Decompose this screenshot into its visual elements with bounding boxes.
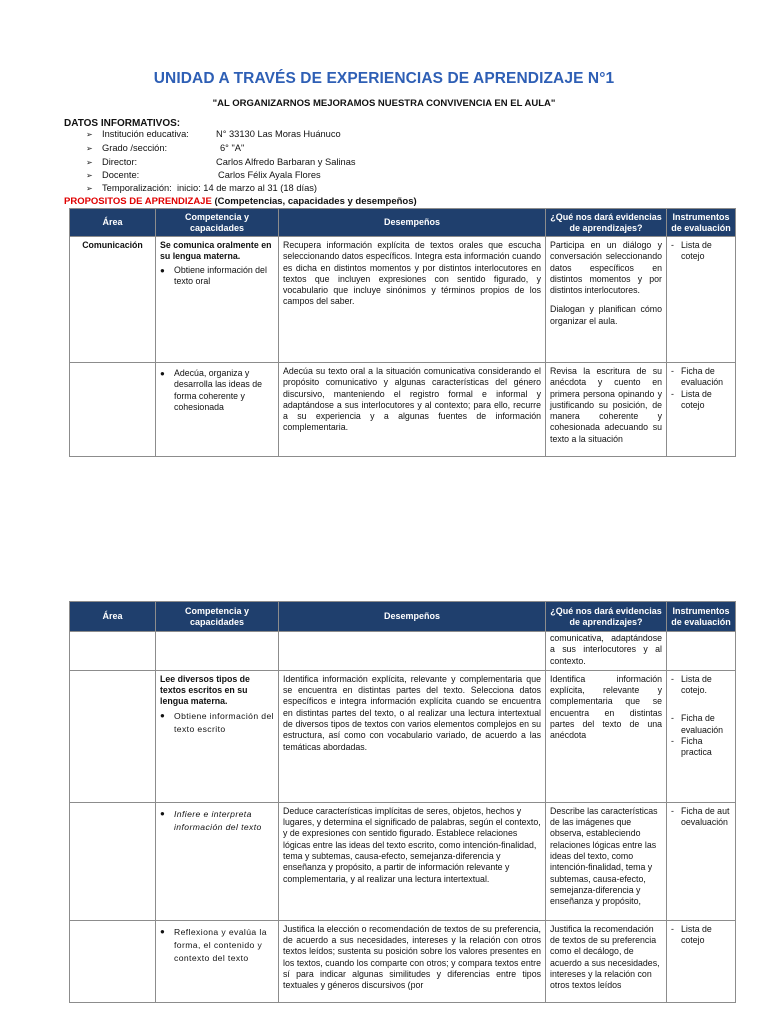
- instrumento-text: Ficha de autoevaluación: [681, 805, 730, 828]
- instrumento-text: Ficha practica: [681, 736, 712, 758]
- instrumento-item: [671, 674, 731, 697]
- dash-bullet: -: [671, 388, 674, 399]
- cell-area: [70, 670, 156, 802]
- dash-bullet: -: [671, 673, 674, 684]
- cell-desempeno: Identifica información explícita, relevante y complementaria que se encuentra en distintas partes del texto. Selecciona datos específicos e integra información explícita cuando se encuentra en distintas partes del texto, o al realizar una lectura intertextual de diversos tipos de textos con varios elementos complejos en su estructura, así como con vocabulario variado, de acuerdo a las temáticas abordadas.: [279, 670, 546, 802]
- evidencia-text: Participa en un diálogo y conversación seleccionando datos específicos en distintos momentos y por distintos interlocutores.: [550, 240, 662, 296]
- cell-area: [70, 802, 156, 920]
- header-area: Área: [70, 602, 156, 632]
- cell-area: [70, 920, 156, 1002]
- instrumento-item: [671, 924, 731, 947]
- instrumento-text: Ficha de evaluación: [681, 713, 724, 735]
- header-competencia: Competencia y capacidades: [156, 602, 279, 632]
- cell-desempeno: [279, 632, 546, 671]
- table-row: [70, 920, 736, 1002]
- header-desempenos: Desempeños: [279, 209, 546, 237]
- table-row: [70, 802, 736, 920]
- info-institucion: [86, 129, 341, 141]
- cell-desempeno: Adecúa su texto oral a la situación comunicativa considerando el propósito comunicativo y algunas características del género discursivo, manteniendo el registro formal e informal y adaptándose a sus interlocutores y al contexto; para ello, recurre a su experiencia y a algunas fuentes de información complementaria.: [279, 363, 546, 457]
- cell-instrumentos: [667, 363, 736, 457]
- cell-area: [70, 363, 156, 457]
- instrumento-text: Lista de cotejo.: [681, 673, 712, 696]
- capacidad-text: Obtiene información del texto oral: [174, 264, 267, 286]
- header-instrumentos: Instrumentos de evaluación: [667, 602, 736, 632]
- instrumento-item: [671, 806, 731, 829]
- info-grado: [86, 143, 244, 155]
- arrow-bullet-icon: ➢: [86, 158, 93, 167]
- info-label: Temporalización:: [102, 183, 172, 193]
- learning-table-1: [69, 208, 736, 457]
- info-value: N° 33130 Las Moras Huánuco: [216, 129, 341, 139]
- header-evidencias: ¿Qué nos dará evidencias de aprendizajes?: [546, 602, 667, 632]
- capacidad-text: Adecúa, organiza y desarrolla las ideas de forma coherente y cohesionada: [174, 368, 263, 412]
- cell-competencia: [156, 237, 279, 363]
- cell-competencia: [156, 920, 279, 1002]
- table-row: [70, 363, 736, 457]
- bullet-icon: ●: [160, 265, 165, 275]
- cell-evidencia: Identifica información explícita, relevante y complementaria que se encuentra en distintas partes del texto de una anécdota: [546, 670, 667, 802]
- cell-desempeno: Recupera información explícita de textos orales que escucha seleccionando datos específicos. Integra esta información cuando es dicha en distintos momentos y por distintos interlocutores en textos que incluyen expresiones con sentido figurado, y vocabulario que incluye sinónimos y términos propios de los campos del saber.: [279, 237, 546, 363]
- propositos-detail: (Competencias, capacidades y desempeños): [214, 196, 417, 207]
- cell-area: [70, 632, 156, 671]
- header-competencia: Competencia y capacidades: [156, 209, 279, 237]
- capacidad-item: [160, 368, 274, 413]
- table-row: [70, 632, 736, 671]
- cell-evidencia: Revisa la escritura de su anécdota y cuento en primera persona opinando y justificando su posición, de manera coherente y cohesionada adecuando su texto a la situación: [546, 363, 667, 457]
- propositos-label: PROPOSITOS DE APRENDIZAJE: [64, 196, 212, 207]
- competencia-title: Se comunica oralmente en su lengua materna.: [160, 240, 272, 262]
- arrow-bullet-icon: ➢: [86, 130, 93, 139]
- cell-instrumentos: [667, 920, 736, 1002]
- info-value: Carlos Félix Ayala Flores: [218, 170, 321, 180]
- info-value: inicio: 14 de marzo al 31 (18 días): [176, 183, 317, 193]
- dash-bullet: -: [671, 713, 674, 724]
- info-value: 6° "A": [220, 143, 245, 153]
- info-label: Institución educativa:: [102, 129, 189, 139]
- instrumento-item: [671, 240, 731, 263]
- arrow-bullet-icon: ➢: [86, 171, 93, 180]
- capacidad-item: [160, 808, 274, 834]
- bullet-icon: ●: [160, 808, 165, 818]
- instrumento-item: [671, 366, 731, 389]
- header-area: Área: [70, 209, 156, 237]
- bullet-icon: ●: [160, 926, 165, 936]
- dash-bullet: -: [671, 366, 674, 376]
- info-label: Director:: [102, 157, 138, 167]
- dash-bullet: -: [671, 240, 674, 250]
- instrumento-item: [671, 713, 731, 736]
- table-header-row: [70, 602, 736, 632]
- cell-area: Comunicación: [70, 237, 156, 363]
- cell-competencia: [156, 363, 279, 457]
- cell-desempeno: Deduce características implícitas de seres, objetos, hechos y lugares, y determina el significado de palabras, según el contexto, y de expresiones con sentido figurado. Establece relaciones lógicas entre las ideas del texto escrito, como intención-finalidad, tema y subtemas, causa-efecto, semejanza-diferencia y enseñanza y propósito, a partir de información relevante y complementaria, y al realizar una lectura intertextual.: [279, 802, 546, 920]
- learning-table-2: [69, 601, 736, 1003]
- evidencia-text: Dialogan y planifican cómo organizar el aula.: [550, 304, 662, 326]
- instrumento-text: Lista de cotejo: [681, 240, 712, 262]
- instrumento-item: [671, 389, 731, 412]
- dash-bullet: -: [671, 736, 674, 747]
- table-header-row: [70, 209, 736, 237]
- arrow-bullet-icon: ➢: [86, 184, 93, 193]
- cell-desempeno: Justifica la elección o recomendación de textos de su preferencia, de acuerdo a sus necesidades, intereses y la relación con otros textos leídos; sustenta su posición sobre los valores presentes en los textos, cuando los comparte con otros; y compara textos entre sí para indicar algunas similitudes y diferencias entre tipos textuales y géneros discursivos (por: [279, 920, 546, 1002]
- cell-competencia: [156, 802, 279, 920]
- info-label: Grado /sección:: [102, 143, 168, 153]
- info-temporalizacion: [86, 183, 317, 195]
- table-row: [70, 237, 736, 363]
- cell-instrumentos: [667, 632, 736, 671]
- propositos-heading: [64, 196, 417, 207]
- dash-bullet: -: [671, 805, 674, 816]
- unit-subtitle: "AL ORGANIZARNOS MEJORAMOS NUESTRA CONVIVENCIA EN EL AULA": [212, 98, 556, 109]
- info-director: [86, 157, 356, 169]
- header-instrumentos: Instrumentos de evaluación: [667, 209, 736, 237]
- cell-evidencia: Justifica la recomendación de textos de su preferencia como el decálogo, de acuerdo a sus necesidades, intereses y la relación con otros textos leídos: [546, 920, 667, 1002]
- capacidad-text: Obtiene información del texto escrito: [174, 710, 274, 734]
- header-evidencias: ¿Qué nos dará evidencias de aprendizajes?: [546, 209, 667, 237]
- header-desempenos: Desempeños: [279, 602, 546, 632]
- table-row: [70, 670, 736, 802]
- capacidad-text: Infiere e interpreta información del texto: [174, 808, 262, 832]
- cell-instrumentos: [667, 237, 736, 363]
- capacidad-text: Reflexiona y evalúa la forma, el contenido y contexto del texto: [174, 926, 267, 963]
- instrumento-text: Lista de cotejo: [681, 923, 712, 946]
- info-docente: [86, 170, 321, 182]
- info-value: Carlos Alfredo Barbaran y Salinas: [216, 157, 356, 167]
- info-label: Docente:: [102, 170, 140, 180]
- cell-instrumentos: [667, 670, 736, 802]
- instrumento-text: Ficha de evaluación: [681, 366, 724, 388]
- instrumento-text: Lista de cotejo: [681, 388, 712, 410]
- cell-evidencia: Describe las características de las imágenes que observa, estableciendo relaciones lógicas entre las ideas del texto, como intención-finalidad, tema y subtemas, causa-efecto, semejanza-diferencia y enseñanza y propósito,: [546, 802, 667, 920]
- instrumento-item: [671, 736, 731, 759]
- bullet-icon: ●: [160, 710, 165, 720]
- cell-evidencia: [546, 237, 667, 363]
- datos-heading: DATOS INFORMATIVOS:: [64, 118, 181, 129]
- competencia-title: Lee diversos tipos de textos escritos en su lengua materna.: [160, 673, 250, 707]
- capacidad-item: [160, 710, 274, 736]
- cell-instrumentos: [667, 802, 736, 920]
- capacidad-item: [160, 265, 274, 288]
- capacidad-item: [160, 926, 274, 965]
- dash-bullet: -: [671, 923, 674, 934]
- cell-competencia: [156, 632, 279, 671]
- page-title: UNIDAD A TRAVÉS DE EXPERIENCIAS DE APRENDIZAJE N°1: [153, 70, 615, 87]
- cell-evidencia: comunicativa, adaptándose a sus interlocutores y al contexto.: [546, 632, 667, 671]
- cell-competencia: [156, 670, 279, 802]
- bullet-icon: ●: [160, 369, 165, 378]
- arrow-bullet-icon: ➢: [86, 144, 93, 153]
